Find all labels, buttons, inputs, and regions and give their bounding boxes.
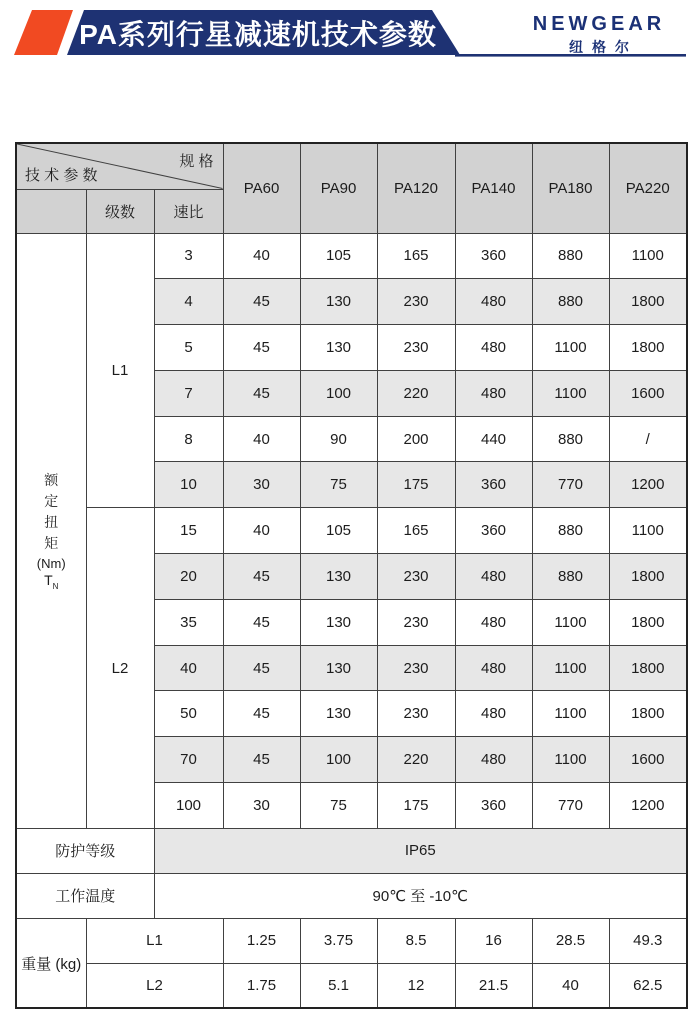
weight-value-cell: 12 xyxy=(377,963,455,1008)
torque-value-cell: 1100 xyxy=(532,599,609,645)
banner-orange-shape xyxy=(14,10,73,55)
torque-value-cell: 130 xyxy=(300,279,377,325)
torque-value-cell: 480 xyxy=(455,279,532,325)
ratio-cell: 35 xyxy=(154,599,223,645)
torque-value-cell: 880 xyxy=(532,554,609,600)
torque-value-cell: 1800 xyxy=(609,279,687,325)
torque-value-cell: 220 xyxy=(377,370,455,416)
weight-value-cell: 1.25 xyxy=(223,918,300,963)
torque-value-cell: 1800 xyxy=(609,599,687,645)
weight-value-cell: 40 xyxy=(532,963,609,1008)
torque-value-cell: 480 xyxy=(455,370,532,416)
torque-value-cell: 130 xyxy=(300,645,377,691)
ratio-cell: 100 xyxy=(154,783,223,829)
protection-value-cell: IP65 xyxy=(154,828,687,873)
brand-logo xyxy=(510,13,688,57)
torque-value-cell: 360 xyxy=(455,233,532,279)
stage-label-l1: L1 xyxy=(86,233,154,508)
temperature-value-cell: 90℃ 至 -10℃ xyxy=(154,873,687,918)
weight-value-cell: 49.3 xyxy=(609,918,687,963)
torque-value-cell: 40 xyxy=(223,508,300,554)
weight-value-cell: 16 xyxy=(455,918,532,963)
torque-value-cell: 440 xyxy=(455,416,532,462)
brand-logo-text: NEWGEAR xyxy=(532,13,666,35)
torque-value-cell: 230 xyxy=(377,325,455,371)
torque-value-cell: / xyxy=(609,416,687,462)
torque-value-cell: 360 xyxy=(455,462,532,508)
model-header-pa90: PA90 xyxy=(300,143,377,233)
torque-value-cell: 90 xyxy=(300,416,377,462)
weight-value-cell: 5.1 xyxy=(300,963,377,1008)
weight-value-cell: 1.75 xyxy=(223,963,300,1008)
ratio-cell: 50 xyxy=(154,691,223,737)
torque-value-cell: 1800 xyxy=(609,691,687,737)
corner-cell xyxy=(16,143,223,189)
brand-logo-chinese: 纽格尔 xyxy=(569,39,638,55)
spec-table xyxy=(15,142,688,1009)
torque-value-cell: 770 xyxy=(532,783,609,829)
torque-value-cell: 480 xyxy=(455,737,532,783)
torque-value-cell: 1100 xyxy=(532,370,609,416)
page-title: PA系列行星减速机技术参数 xyxy=(79,18,437,50)
temperature-label-cell: 工作温度 xyxy=(16,873,154,918)
weight-value-cell: 8.5 xyxy=(377,918,455,963)
torque-value-cell: 45 xyxy=(223,370,300,416)
torque-value-cell: 130 xyxy=(300,325,377,371)
torque-value-cell: 45 xyxy=(223,737,300,783)
torque-value-cell: 480 xyxy=(455,691,532,737)
torque-value-cell: 480 xyxy=(455,599,532,645)
torque-value-cell: 1100 xyxy=(609,508,687,554)
weight-stage-cell: L1 xyxy=(86,918,223,963)
weight-value-cell: 21.5 xyxy=(455,963,532,1008)
torque-value-cell: 45 xyxy=(223,279,300,325)
torque-value-cell: 230 xyxy=(377,599,455,645)
torque-value-cell: 75 xyxy=(300,783,377,829)
model-header-pa140: PA140 xyxy=(455,143,532,233)
torque-value-cell: 230 xyxy=(377,279,455,325)
model-header-pa60: PA60 xyxy=(223,143,300,233)
torque-value-cell: 40 xyxy=(223,416,300,462)
weight-value-cell: 3.75 xyxy=(300,918,377,963)
torque-value-cell: 105 xyxy=(300,233,377,279)
torque-value-cell: 30 xyxy=(223,783,300,829)
torque-value-cell: 880 xyxy=(532,508,609,554)
torque-value-cell: 45 xyxy=(223,645,300,691)
torque-value-cell: 770 xyxy=(532,462,609,508)
torque-value-cell: 360 xyxy=(455,508,532,554)
torque-value-cell: 130 xyxy=(300,599,377,645)
torque-value-cell: 45 xyxy=(223,599,300,645)
ratio-cell: 15 xyxy=(154,508,223,554)
weight-value-cell: 28.5 xyxy=(532,918,609,963)
torque-label: 额定扭矩 xyxy=(44,472,59,552)
ratio-cell: 3 xyxy=(154,233,223,279)
ratio-cell: 40 xyxy=(154,645,223,691)
torque-value-cell: 105 xyxy=(300,508,377,554)
torque-value-cell: 100 xyxy=(300,737,377,783)
torque-value-cell: 45 xyxy=(223,691,300,737)
torque-axis-label xyxy=(16,233,86,828)
model-header-pa120: PA120 xyxy=(377,143,455,233)
stages-header-cell: 级数 xyxy=(86,189,154,233)
torque-value-cell: 175 xyxy=(377,783,455,829)
model-header-pa180: PA180 xyxy=(532,143,609,233)
torque-value-cell: 1800 xyxy=(609,645,687,691)
torque-value-cell: 480 xyxy=(455,645,532,691)
torque-value-cell: 1800 xyxy=(609,325,687,371)
torque-value-cell: 1600 xyxy=(609,737,687,783)
torque-value-cell: 130 xyxy=(300,691,377,737)
torque-unit: (Nm) xyxy=(36,556,66,572)
torque-value-cell: 75 xyxy=(300,462,377,508)
ratio-cell: 8 xyxy=(154,416,223,462)
torque-value-cell: 175 xyxy=(377,462,455,508)
weight-stage-cell: L2 xyxy=(86,963,223,1008)
ratio-cell: 4 xyxy=(154,279,223,325)
torque-value-cell: 880 xyxy=(532,279,609,325)
weight-label-cell: 重量 (kg) xyxy=(16,918,86,1008)
torque-symbol: $T_N$ xyxy=(44,572,59,592)
torque-value-cell: 1600 xyxy=(609,370,687,416)
blank-header-cell xyxy=(16,189,86,233)
torque-value-cell: 45 xyxy=(223,325,300,371)
torque-value-cell: 880 xyxy=(532,416,609,462)
torque-value-cell: 230 xyxy=(377,691,455,737)
torque-value-cell: 1100 xyxy=(532,645,609,691)
torque-value-cell: 30 xyxy=(223,462,300,508)
torque-value-cell: 230 xyxy=(377,645,455,691)
torque-value-cell: 100 xyxy=(300,370,377,416)
torque-value-cell: 230 xyxy=(377,554,455,600)
torque-value-cell: 1100 xyxy=(532,737,609,783)
torque-value-cell: 480 xyxy=(455,325,532,371)
ratio-header-cell: 速比 xyxy=(154,189,223,233)
ratio-cell: 70 xyxy=(154,737,223,783)
torque-value-cell: 1100 xyxy=(532,325,609,371)
ratio-cell: 10 xyxy=(154,462,223,508)
torque-value-cell: 880 xyxy=(532,233,609,279)
tech-corner-label: 技 术 参 数 xyxy=(25,166,98,184)
spec-corner-label: 规 格 xyxy=(179,153,214,170)
torque-value-cell: 40 xyxy=(223,233,300,279)
torque-value-cell: 1200 xyxy=(609,462,687,508)
weight-value-cell: 62.5 xyxy=(609,963,687,1008)
torque-value-cell: 1800 xyxy=(609,554,687,600)
ratio-cell: 7 xyxy=(154,370,223,416)
model-header-pa220: PA220 xyxy=(609,143,687,233)
torque-value-cell: 480 xyxy=(455,554,532,600)
torque-value-cell: 45 xyxy=(223,554,300,600)
torque-value-cell: 1200 xyxy=(609,783,687,829)
torque-value-cell: 165 xyxy=(377,233,455,279)
torque-value-cell: 1100 xyxy=(532,691,609,737)
torque-value-cell: 200 xyxy=(377,416,455,462)
protection-label-cell: 防护等级 xyxy=(16,828,154,873)
ratio-cell: 5 xyxy=(154,325,223,371)
torque-value-cell: 360 xyxy=(455,783,532,829)
torque-value-cell: 165 xyxy=(377,508,455,554)
ratio-cell: 20 xyxy=(154,554,223,600)
torque-value-cell: 130 xyxy=(300,554,377,600)
stage-label-l2: L2 xyxy=(86,508,154,829)
torque-value-cell: 220 xyxy=(377,737,455,783)
torque-value-cell: 1100 xyxy=(609,233,687,279)
